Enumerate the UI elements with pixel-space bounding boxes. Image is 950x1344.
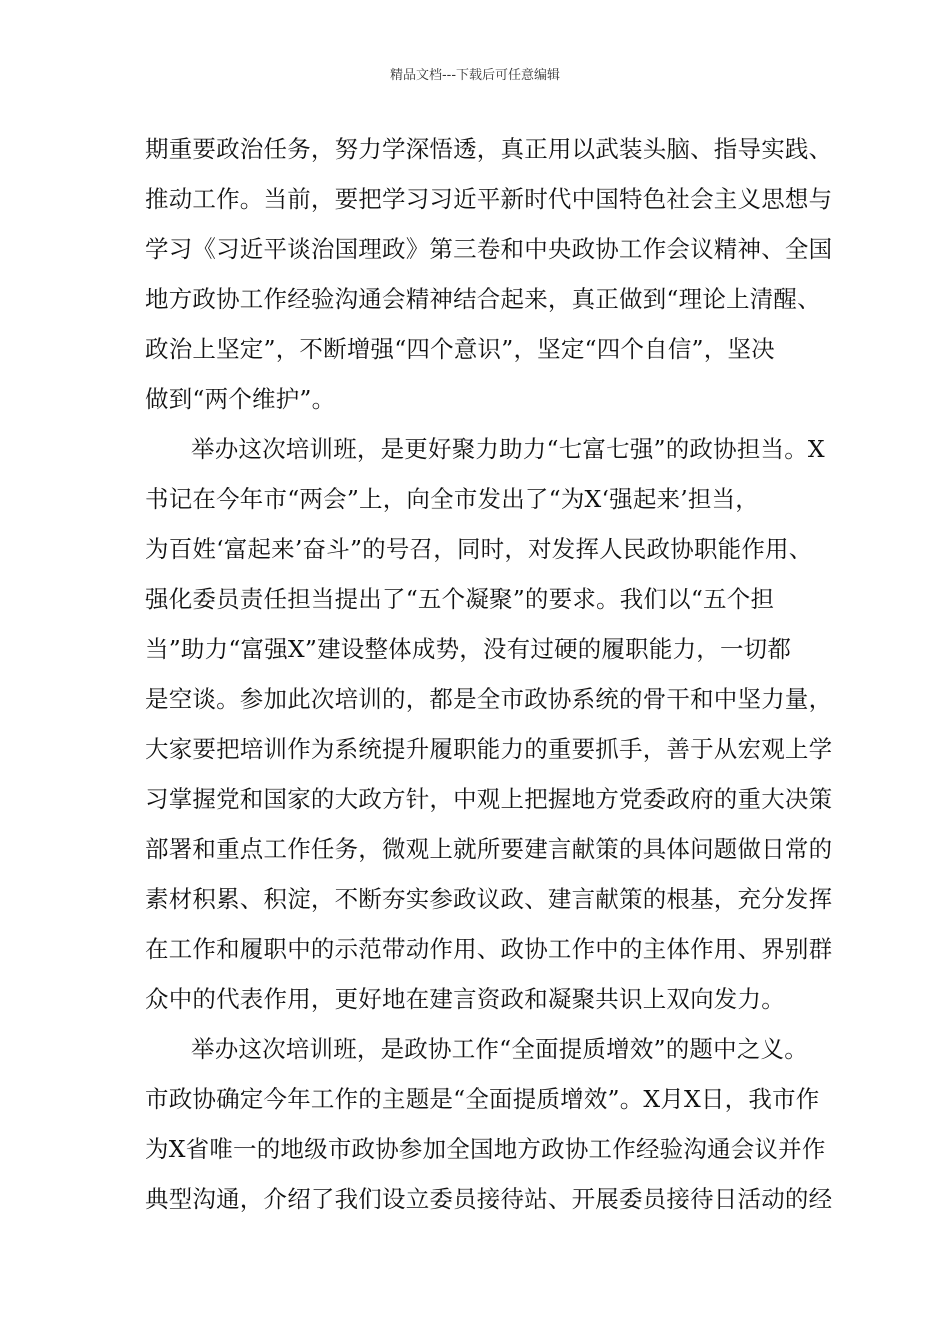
text-line: 大家要把培训作为系统提升履职能力的重要抓手，善于从宏观上学 (145, 735, 833, 763)
text-line: 为X省唯一的地级市政协参加全国地方政协工作经验沟通会议并作 (145, 1135, 826, 1163)
text-line: 举办这次培训班，是政协工作“全面提质增效”的题中之义。 (191, 1035, 808, 1063)
page-header: 精品文档---下载后可任意编辑 (389, 68, 561, 83)
text-line: 做到“两个维护”。 (145, 385, 336, 413)
text-line: 书记在今年市“两会”上，向全市发出了“为X‘强起来’担当， (145, 485, 760, 513)
text-line: 政治上坚定”，不断增强“四个意识”，坚定“四个自信”，坚决 (145, 335, 775, 363)
text-line: 市政协确定今年工作的主题是“全面提质增效”。X月X日，我市作 (145, 1085, 820, 1113)
text-line: 强化委员责任担当提出了“五个凝聚”的要求。我们以“五个担 (145, 585, 775, 613)
text-line: 推动工作。当前，要把学习习近平新时代中国特色社会主义思想与 (145, 185, 833, 213)
text-line: 众中的代表作用，更好地在建言资政和凝聚共识上双向发力。 (145, 985, 785, 1013)
text-line: 是空谈。参加此次培训的，都是全市政协系统的骨干和中坚力量， (145, 685, 833, 713)
text-line: 部署和重点工作任务，微观上就所要建言献策的具体问题做日常的 (145, 835, 833, 863)
text-line: 在工作和履职中的示范带动作用、政协工作中的主体作用、界别群 (145, 935, 833, 963)
text-line: 当”助力“富强X”建设整体成势，没有过硬的履职能力，一切都 (145, 635, 792, 663)
text-line: 典型沟通，介绍了我们设立委员接待站、开展委员接待日活动的经 (145, 1185, 833, 1213)
text-line: 素材积累、积淀，不断夯实参政议政、建言献策的根基，充分发挥 (145, 885, 833, 913)
text-line: 学习《习近平谈治国理政》第三卷和中央政协工作会议精神、全国 (145, 235, 833, 263)
document-body (145, 124, 833, 1224)
text-line: 为百姓‘富起来’奋斗”的号召，同时，对发挥人民政协职能作用、 (145, 535, 813, 563)
text-line: 习掌握党和国家的大政方针，中观上把握地方党委政府的重大决策 (145, 785, 833, 813)
text-line: 地方政协工作经验沟通会精神结合起来，真正做到“理论上清醒、 (145, 285, 821, 313)
text-line: 举办这次培训班，是更好聚力助力“七富七强”的政协担当。X (191, 435, 825, 463)
text-line: 期重要政治任务，努力学深悟透，真正用以武装头脑、指导实践、 (145, 135, 833, 163)
